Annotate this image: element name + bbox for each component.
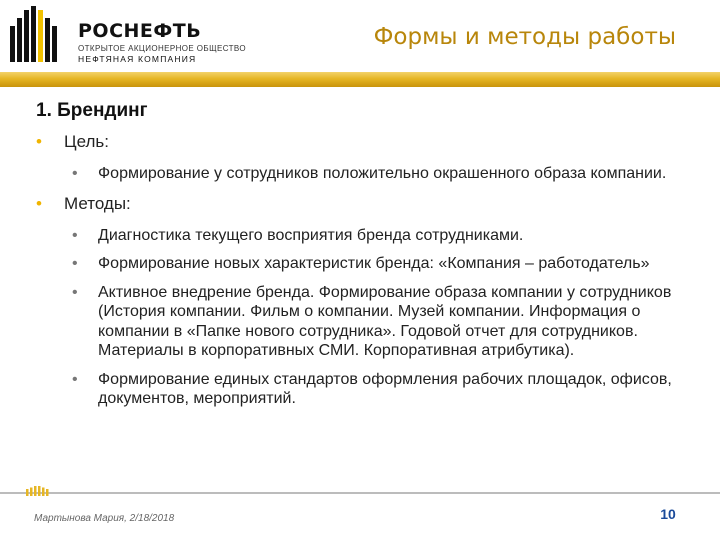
bullet-dot-icon: • xyxy=(36,193,42,213)
slide-title: Формы и методы работы xyxy=(373,24,676,50)
sub-bullet xyxy=(36,254,686,274)
footer-author-date: Мартынова Мария, 2/18/2018 xyxy=(34,513,175,524)
sub-bullet-dot-icon: • xyxy=(72,165,78,182)
sub-bullet-text: Формирование единых стандартов оформления рабочих площадок, офисов, документов, мероприятий. xyxy=(98,370,672,407)
sub-bullet-dot-icon: • xyxy=(72,370,78,388)
sub-bullet xyxy=(36,370,686,409)
footer-divider xyxy=(0,492,720,494)
sub-bullet xyxy=(36,226,686,246)
brand-name: РОСНЕФТЬ xyxy=(78,20,202,42)
rosneft-logo-icon xyxy=(10,6,62,62)
brand-company-type: НЕФТЯНАЯ КОМПАНИЯ xyxy=(78,54,197,64)
sub-bullet xyxy=(36,164,686,184)
bullet-goal-label: Цель: xyxy=(64,132,109,151)
footer-logo-mark-icon xyxy=(26,486,50,496)
sub-bullet-text: Диагностика текущего восприятия бренда сотрудниками. xyxy=(98,226,524,244)
bullet-goal xyxy=(36,131,686,152)
bullet-methods-label: Методы: xyxy=(64,193,131,213)
brand-subtitle: ОТКРЫТОЕ АКЦИОНЕРНОЕ ОБЩЕСТВО xyxy=(78,44,246,53)
sub-bullet-text: Активное внедрение бренда. Формирование образа компании у сотрудников (История компании. Фильм о компании. Музей компании. Информация о компании в «Папке нового сотрудника». Годовой отчет для сотрудников. Материалы в корпоративных СМИ. Корпоративная атрибутика). xyxy=(98,283,672,359)
page-number: 10 xyxy=(660,506,676,522)
brand-block xyxy=(78,20,246,64)
sub-bullet-dot-icon: • xyxy=(72,283,78,301)
header-gold-bar xyxy=(0,72,720,87)
sub-bullet-text: Формирование новых характеристик бренда: «Компания – работодатель» xyxy=(98,255,650,272)
section-heading: 1. Брендинг xyxy=(36,100,148,121)
bullet-content xyxy=(36,131,686,418)
bullet-dot-icon: • xyxy=(36,132,42,151)
sub-bullet-dot-icon: • xyxy=(72,255,78,272)
sub-bullet xyxy=(36,283,686,361)
sub-bullet-text: Формирование у сотрудников положительно окрашенного образа компании. xyxy=(98,165,667,182)
bullet-methods xyxy=(36,193,686,214)
sub-bullet-dot-icon: • xyxy=(72,226,78,244)
